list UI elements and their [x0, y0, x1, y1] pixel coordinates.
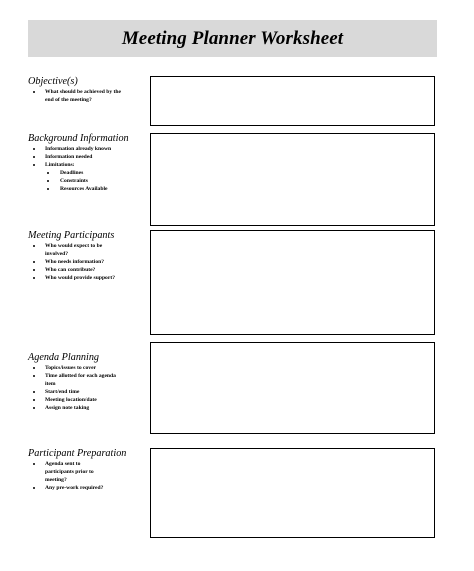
participant-preparation-input-box[interactable] [150, 448, 435, 538]
section-label-column [28, 448, 146, 492]
bullet-list [32, 88, 146, 104]
list-item: Who needs information? [32, 258, 146, 266]
section-heading: Participant Preparation [28, 448, 127, 459]
section-label-column [28, 352, 146, 413]
bullet-list [32, 460, 146, 492]
list-item: Who would provide support? [32, 274, 117, 282]
bullet-list [32, 364, 146, 413]
page-title: Meeting Planner Worksheet [121, 27, 344, 49]
list-item: Topics/issues to cover [32, 364, 146, 372]
list-item: Any pre-work required? [32, 484, 146, 492]
list-item: Information already known [32, 145, 146, 153]
agenda-planning-input-box[interactable] [150, 342, 435, 434]
list-item: What should be achieved by the end of the meeting? [32, 88, 129, 104]
sub-list-item: Deadlines [47, 169, 146, 177]
meeting-participants-input-box[interactable] [150, 230, 435, 335]
list-item: Information needed [32, 153, 146, 161]
sub-bullet-list [47, 169, 146, 193]
sub-list-item: Constraints [47, 177, 146, 185]
bullet-list [32, 242, 146, 282]
list-item: Who can contribute? [32, 266, 146, 274]
list-item: Start/end time [32, 388, 146, 396]
list-item: Meeting location/date [32, 396, 146, 404]
section-heading: Background Information [28, 133, 129, 144]
section-heading: Agenda Planning [28, 352, 100, 363]
list-item: Agenda sent to participants prior to meeting? [32, 460, 109, 484]
list-item [32, 161, 146, 193]
list-item: Time allotted for each agenda item [32, 372, 117, 388]
bullet-list [32, 145, 146, 194]
section-label-column [28, 133, 146, 194]
objectives-input-box[interactable] [150, 76, 435, 126]
list-item-label: Limitations: [45, 162, 75, 169]
section-heading: Objective(s) [28, 76, 78, 87]
section-label-column [28, 76, 146, 104]
section-label-column [28, 230, 146, 282]
sub-list-item: Resources Available [47, 185, 146, 193]
list-item: Who would expect to be involved? [32, 242, 117, 258]
section-heading: Meeting Participants [28, 230, 115, 241]
title-bar [28, 20, 437, 57]
background-information-input-box[interactable] [150, 133, 435, 226]
list-item: Assign note taking [32, 404, 146, 412]
